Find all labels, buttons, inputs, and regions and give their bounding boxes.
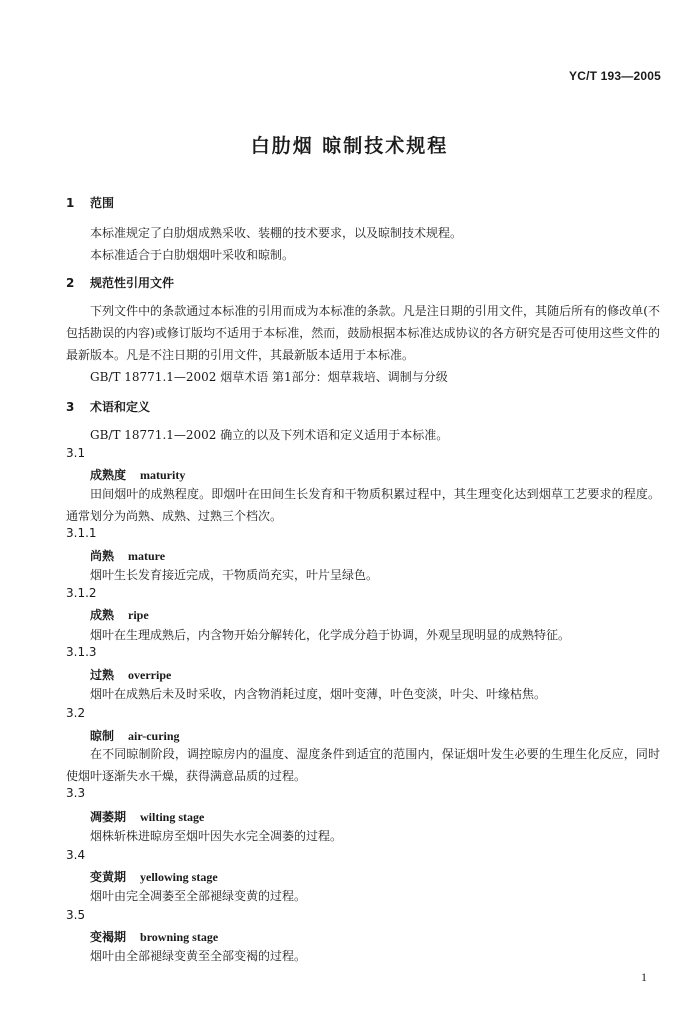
term-english: air-curing <box>128 729 180 743</box>
section-title: 术语和定义 <box>90 400 151 414</box>
term-chinese: 尚熟 <box>90 549 115 563</box>
term-number: 3.5 <box>66 908 86 922</box>
section-title: 规范性引用文件 <box>90 276 175 290</box>
term-chinese: 成熟度 <box>90 468 127 482</box>
term-chinese: 过熟 <box>90 668 115 682</box>
term-definition: 烟叶在成熟后未及时采收，内含物消耗过度，烟叶变薄，叶色变淡，叶尖、叶缘枯焦。 <box>90 687 547 701</box>
term-definition: 烟叶在生理成熟后，内含物开始分解转化，化学成分趋于协调，外观呈现明显的成熟特征。 <box>90 628 571 642</box>
term-chinese: 晾制 <box>90 729 115 743</box>
section-1-paragraph-2: 本标准适合于白肋烟烟叶采收和晾制。 <box>90 248 295 262</box>
term-number: 3.1.2 <box>66 586 97 600</box>
term-english: maturity <box>140 468 186 482</box>
section-number: 2 <box>66 276 75 290</box>
page-number: 1 <box>641 970 647 984</box>
term-number: 3.1.1 <box>66 526 97 540</box>
section-2-heading <box>66 274 174 291</box>
term-chinese: 变黄期 <box>90 870 127 884</box>
section-number: 3 <box>66 400 75 414</box>
term-english: browning stage <box>140 930 219 944</box>
term-chinese: 凋萎期 <box>90 810 127 824</box>
section-3-heading <box>66 398 150 415</box>
document-title: 白肋烟 晾制技术规程 <box>250 135 449 157</box>
term-heading <box>90 666 171 683</box>
term-number: 3.1 <box>66 446 86 460</box>
term-number: 3.4 <box>66 848 86 862</box>
section-1-heading <box>66 194 114 211</box>
term-english: wilting stage <box>140 810 205 824</box>
term-number: 3.1.3 <box>66 645 97 659</box>
term-english: ripe <box>128 608 149 622</box>
term-definition: 烟叶生长发育接近完成，干物质尚充实，叶片呈绿色。 <box>90 568 379 582</box>
term-heading <box>90 868 218 885</box>
term-english: yellowing stage <box>140 870 218 884</box>
normative-reference: GB/T 18771.1—2002 烟草术语 第1部分：烟草栽培、调制与分级 <box>90 370 448 384</box>
term-number: 3.2 <box>66 706 86 720</box>
term-heading <box>90 547 165 564</box>
section-2-paragraph: 下列文件中的条款通过本标准的引用而成为本标准的条款。凡是注日期的引用文件，其随后所有的修改单(不包括勘误的内容)或修订版均不适用于本标准，然而，鼓励根据本标准达成协议的各方研究是否可使用这些文件的最新版本。凡是不注日期的引用文件，其最新版本适用于本标准。 <box>66 304 660 362</box>
section-3-intro: GB/T 18771.1—2002 确立的以及下列术语和定义适用于本标准。 <box>90 428 449 442</box>
term-chinese: 变褐期 <box>90 930 127 944</box>
term-definition: 在不同晾制阶段，调控晾房内的温度、湿度条件到适宜的范围内，保证烟叶发生必要的生理生化反应，同时使烟叶逐渐失水干燥，获得满意品质的过程。 <box>66 747 660 783</box>
term-number: 3.3 <box>66 786 86 800</box>
term-heading <box>90 727 180 744</box>
section-number: 1 <box>66 196 75 210</box>
term-chinese: 成熟 <box>90 608 115 622</box>
standard-code: YC/T 193—2005 <box>569 69 661 83</box>
term-definition: 烟叶由完全凋萎至全部褪绿变黄的过程。 <box>90 889 307 903</box>
term-heading <box>90 606 149 623</box>
section-1-paragraph-1: 本标准规定了白肋烟成熟采收、装棚的技术要求，以及晾制技术规程。 <box>90 226 463 240</box>
term-english: mature <box>128 549 166 563</box>
term-definition: 烟株斩株进晾房至烟叶因失水完全凋萎的过程。 <box>90 829 343 843</box>
term-heading <box>90 808 204 825</box>
term-english: overripe <box>128 668 172 682</box>
term-definition: 田间烟叶的成熟程度。即烟叶在田间生长发育和干物质积累过程中，其生理变化达到烟草工艺要求的程度。通常划分为尚熟、成熟、过熟三个档次。 <box>66 487 660 523</box>
term-heading <box>90 928 218 945</box>
term-definition: 烟叶由全部褪绿变黄至全部变褐的过程。 <box>90 949 307 963</box>
section-title: 范围 <box>90 196 115 210</box>
term-heading <box>90 466 185 483</box>
